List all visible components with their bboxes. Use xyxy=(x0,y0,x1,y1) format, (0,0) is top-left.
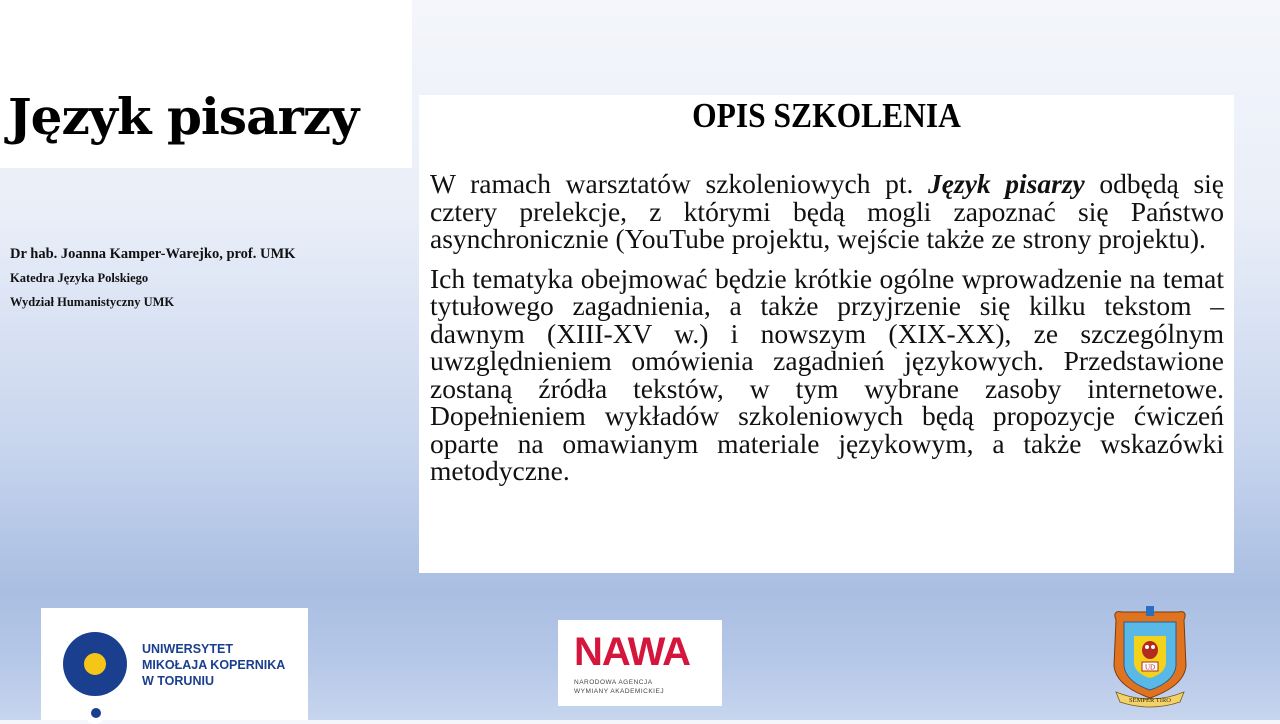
author-name: Dr hab. Joanna Kamper-Warejko, prof. UMK xyxy=(10,246,296,262)
emphasized-title: Język pisarzy xyxy=(928,168,1085,199)
umk-line-2: MIKOŁAJA KOPERNIKA xyxy=(142,658,286,672)
nawa-subtitle xyxy=(574,678,664,696)
umk-wordmark xyxy=(142,641,285,689)
svg-text:SEMPER TIRO: SEMPER TIRO xyxy=(1129,697,1171,704)
svg-text:UD: UD xyxy=(1144,663,1156,672)
author-faculty: Wydział Humanistyczny UMK xyxy=(10,295,175,309)
title-box xyxy=(0,0,412,168)
nawa-wordmark: NAWA xyxy=(574,630,690,674)
paragraph-text: W ramach warsztatów szkoleniowych pt. xyxy=(430,168,929,199)
nawa-line-1: NARODOWA AGENCJA xyxy=(574,679,653,686)
description-paragraph-2: Ich tematyka obejmować będzie krótkie ogólne wprowadzenie na temat tytułowego zagadnienia, a także przyjrzenie się kilku tekstom – dawnym (XIII-XV w.) i nowszym (XIX-XX), ze szczególnym uwzględnieniem omówienia zagadnień językowych. Przedstawione zostaną źródła tekstów, w tym wybrane zasoby internetowe. Dopełnieniem wykładów szkoleniowych będą propozycje ćwiczeń oparte na omawianym materiale językowym, a także wskazówki metodyczne. xyxy=(430,262,1224,486)
umk-sun-dot xyxy=(84,653,106,675)
author-block xyxy=(10,246,295,310)
description-box xyxy=(419,95,1234,573)
umk-logo xyxy=(41,608,308,720)
umk-emblem-icon xyxy=(63,632,127,696)
paragraph-text: odbędą się cztery prelekcje, z którymi będą mogli zapoznać się Państwo asynchronicznie (YouTube projektu, wejście także ze strony projektu). xyxy=(430,168,1224,254)
umk-small-dot xyxy=(91,708,101,718)
university-crest-icon xyxy=(1108,606,1192,710)
umk-line-3: W TORUNIU xyxy=(142,674,214,688)
nawa-logo xyxy=(558,620,722,706)
description-paragraph-1 xyxy=(430,170,1224,253)
umk-line-1: UNIWERSYTET xyxy=(142,642,233,656)
description-body xyxy=(430,170,1224,497)
description-heading: OPIS SZKOLENIA xyxy=(692,96,961,135)
nawa-line-2: WYMIANY AKADEMICKIEJ xyxy=(574,688,665,695)
slide-title: Język pisarzy xyxy=(8,87,359,146)
author-department: Katedra Języka Polskiego xyxy=(10,271,149,285)
